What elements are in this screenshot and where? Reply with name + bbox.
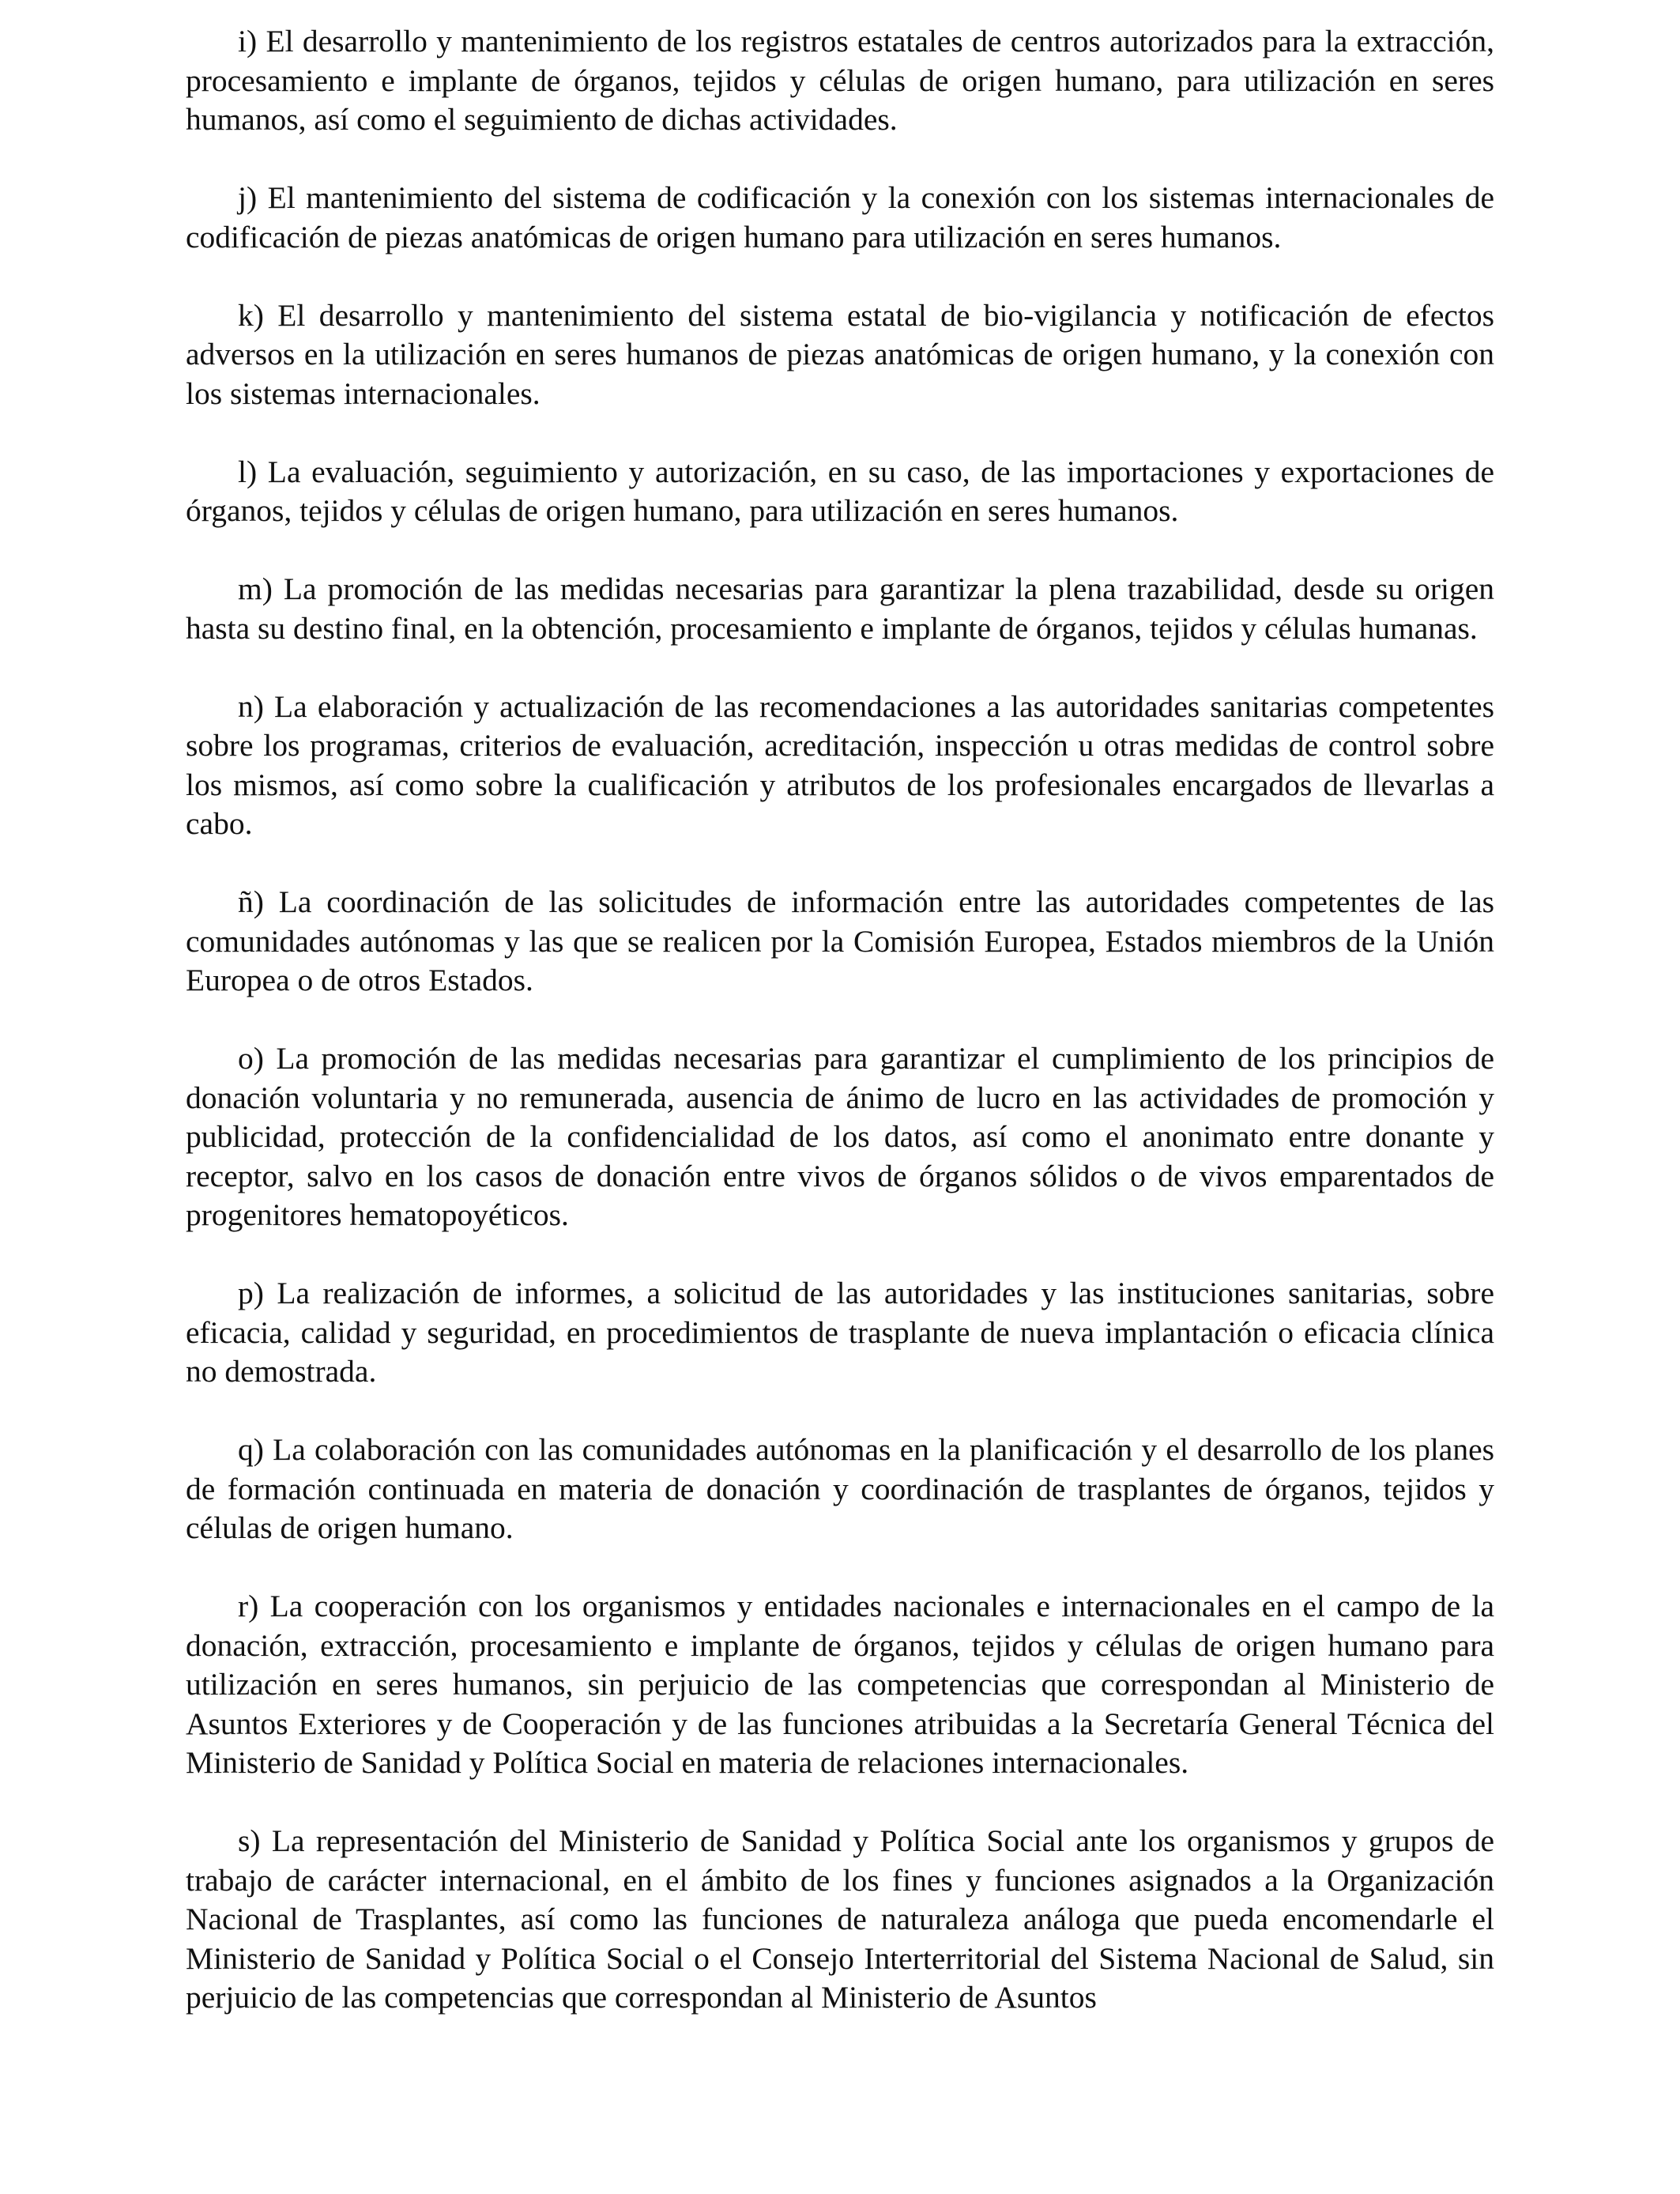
paragraph-r: r) La cooperación con los organismos y entidades nacionales e internacionales en el campo de la donación, extracción, procesamiento e implante de órganos, tejidos y células de origen humano para utilización en seres humanos, sin perjuicio de las competencias que correspondan al Ministerio de Asuntos Exteriores y de Cooperación y de las funciones atribuidas a la Secretaría General Técnica del Ministerio de Sanidad y Política Social en materia de relaciones internacionales. [186, 1589, 1494, 1780]
paragraph-enye: ñ) La coordinación de las solicitudes de información entre las autoridades competentes de las comunidades autónomas y las que se realicen por la Comisión Europea, Estados miembros de la Unión Europea o de otros Estados. [186, 884, 1494, 997]
paragraph-i: i) El desarrollo y mantenimiento de los registros estatales de centros autorizados para la extracción, procesamiento e implante de órganos, tejidos y células de origen humano, para utilización en seres humanos, así como el seguimiento de dichas actividades. [186, 24, 1494, 137]
paragraph-p: p) La realización de informes, a solicitud de las autoridades y las instituciones sanitarias, sobre eficacia, calidad y seguridad, en procedimientos de trasplante de nueva implantación o eficacia clínica no demostrada. [186, 1276, 1494, 1389]
paragraph-m: m) La promoción de las medidas necesarias para garantizar la plena trazabilidad, desde su origen hasta su destino final, en la obtención, procesamiento e implante de órganos, tejidos y células humanas. [186, 571, 1494, 646]
paragraph-n: n) La elaboración y actualización de las recomendaciones a las autoridades sanitarias competentes sobre los programas, criterios de evaluación, acreditación, inspección u otras medidas de control sobre los mismos, así como sobre la cualificación y atributos de los profesionales encargados de llevarlas a cabo. [186, 688, 1494, 841]
paragraph-l: l) La evaluación, seguimiento y autorización, en su caso, de las importaciones y exportaciones de órganos, tejidos y células de origen humano, para utilización en seres humanos. [186, 454, 1494, 528]
paragraph-q: q) La colaboración con las comunidades autónomas en la planificación y el desarrollo de los planes de formación continuada en materia de donación y coordinación de trasplantes de órganos, tejidos y células de origen humano. [186, 1432, 1494, 1545]
paragraph-o: o) La promoción de las medidas necesarias para garantizar el cumplimiento de los principios de donación voluntaria y no remunerada, ausencia de ánimo de lucro en las actividades de promoción y publicidad, protección de la confidencialidad de los datos, así como el anonimato entre donante y receptor, salvo en los casos de donación entre vivos de órganos sólidos o de vivos emparentados de progenitores hematopoyéticos. [186, 1041, 1494, 1232]
document-body [186, 22, 1494, 2018]
paragraph-j: j) El mantenimiento del sistema de codificación y la conexión con los sistemas internacionales de codificación de piezas anatómicas de origen humano para utilización en seres humanos. [186, 180, 1494, 254]
paragraph-s: s) La representación del Ministerio de Sanidad y Política Social ante los organismos y grupos de trabajo de carácter internacional, en el ámbito de los fines y funciones asignados a la Organización Nacional de Trasplantes, así como las funciones de naturaleza análoga que pueda encomendarle el Ministerio de Sanidad y Política Social o el Consejo Interterritorial del Sistema Nacional de Salud, sin perjuicio de las competencias que correspondan al Ministerio de Asuntos [186, 1823, 1494, 2015]
paragraph-k: k) El desarrollo y mantenimiento del sistema estatal de bio-vigilancia y notificación de efectos adversos en la utilización en seres humanos de piezas anatómicas de origen humano, y la conexión con los sistemas internacionales. [186, 297, 1494, 411]
